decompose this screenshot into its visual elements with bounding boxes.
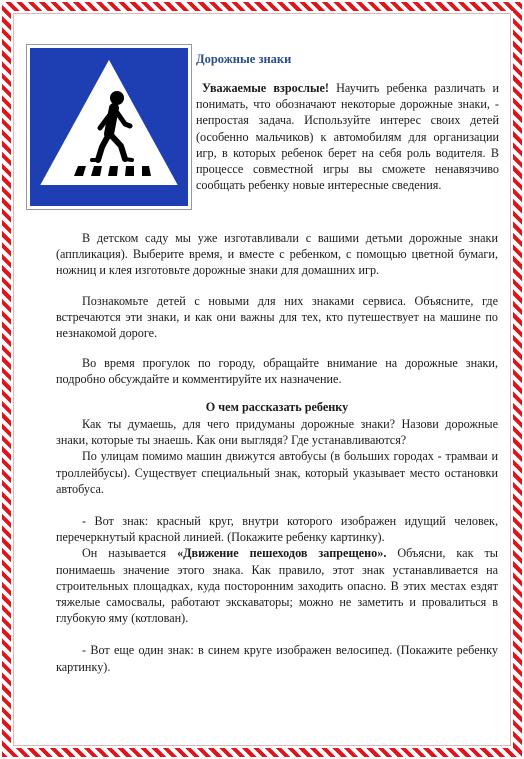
- intro-paragraph: [196, 80, 499, 193]
- intro-lead: Уважаемые взрослые!: [202, 81, 329, 95]
- paragraph-service-signs: Познакомьте детей с новыми для них знаками сервиса. Объясните, где встречаются эти знаки, и как они важны для тех, кто путешествует на машине по незнакомой дороге.: [56, 294, 498, 341]
- spacer: [56, 626, 498, 642]
- intro-text: Научить ребенка различать и понимать, что обозначают некоторые дорожные знаки, - непростая задача. Используйте интерес своих детей (особенно мальчиков) к автомобилям для организации игр, в которых ребенок берет на себя роль водителя. В процессе совместной игры вы сможете ненавязчиво сообщать ребенку новые интересные сведения.: [196, 81, 499, 193]
- sign-name-paragraph: [56, 545, 498, 626]
- page-title: Дорожные знаки: [196, 52, 292, 66]
- sign-graphic: [30, 48, 188, 206]
- sign-name-bold: «Движение пешеходов запрещено».: [177, 546, 387, 561]
- paragraph-applique: В детском саду мы уже изготавливали с вашими детьми дорожные знаки (аппликация). Выберите время, и вместе с ребенком, с помощью цветной бумаги, ножниц и клея изготовьте дорожные знаки для домашних игр.: [56, 231, 498, 278]
- pedestrian-crossing-sign-icon: [27, 45, 191, 209]
- spacer: [56, 497, 498, 513]
- bicycle-sign-paragraph: - Вот еще один знак: в синем круге изображен велосипед. (Покажите ребенку картинку).: [56, 643, 498, 674]
- section-heading: О чем рассказать ребенку: [205, 400, 349, 414]
- sign-name-post: Объясни, как ты понимаешь значение этого знака. Как правило, этот знак устанавливается на строительных площадках, куда посторонним заходить опасно. В этих местах ездят тяжелые самосвалы, работают экскаваторы; можно не заметить и провалиться в глубокую яму (котлован).: [56, 546, 498, 626]
- paragraph-walks: Во время прогулок по городу, обращайте внимание на дорожные знаки, подробно обсуждайте и комментируйте их назначение.: [56, 356, 498, 387]
- no-pedestrian-sign-paragraph: - Вот знак: красный круг, внутри которого изображен идущий человек, перечеркнутый красной линией. (Покажите ребенку картинку).: [56, 514, 498, 545]
- sign-name-pre: Он называется: [82, 546, 178, 561]
- question-paragraph: Как ты думаешь, для чего придуманы дорожные знаки? Назови дорожные знаки, которые ты знаешь. Как они выглядя? Где устанавливаются?: [56, 417, 498, 448]
- bus-paragraph: По улицам помимо машин движутся автобусы (в больших городах - трамваи и троллейбусы). Существует специальный знак, который указывает место остановки автобуса.: [56, 449, 498, 496]
- section-body: [56, 416, 498, 675]
